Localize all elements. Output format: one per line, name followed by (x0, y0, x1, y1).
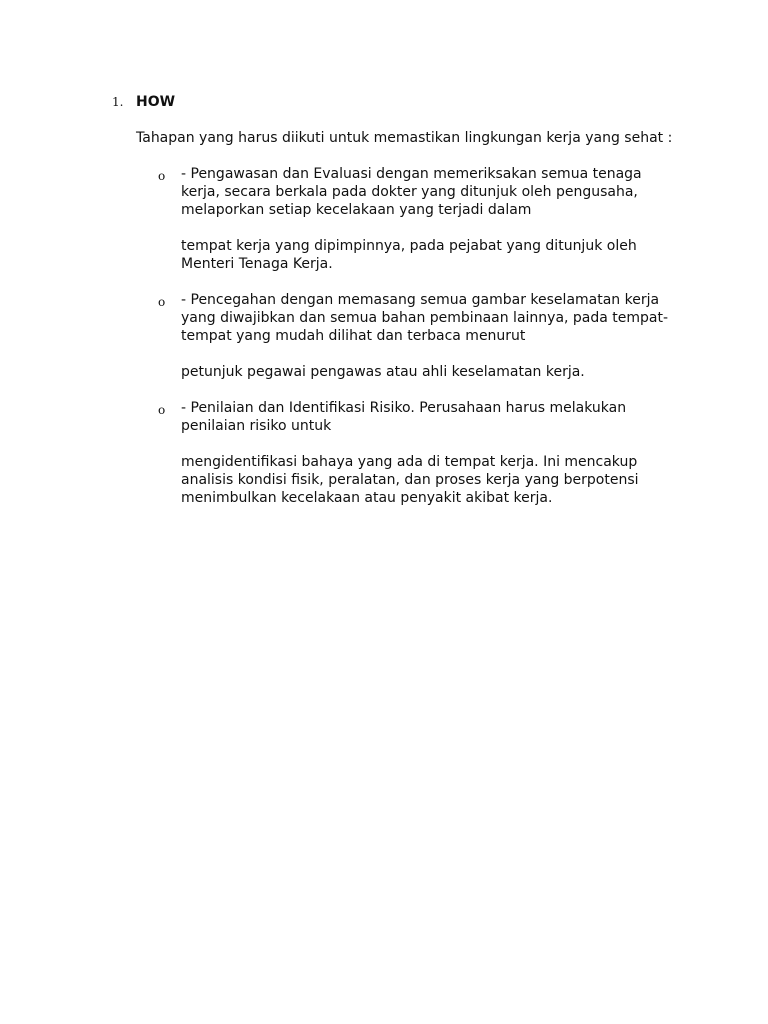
bullet-paragraph: - Pengawasan dan Evaluasi dengan memeriksakan semua tenaga kerja, secara berkala pada dokter yang ditunjuk oleh pengusaha, melaporkan setiap kecelakaan yang terjadi dalam (181, 166, 642, 218)
bullet-paragraph: tempat kerja yang dipimpinnya, pada pejabat yang ditunjuk oleh Menteri Tenaga Kerja. (181, 238, 637, 272)
list-item-body (136, 93, 692, 525)
bullet-text (181, 399, 681, 507)
bullet-marker: o (158, 169, 166, 183)
bullet-marker: o (158, 295, 166, 309)
bullet-marker: o (158, 403, 166, 417)
intro-paragraph: Tahapan yang harus diikuti untuk memastikan lingkungan kerja yang sehat : (136, 130, 673, 146)
bullet-paragraph: petunjuk pegawai pengawas atau ahli keselamatan kerja. (181, 364, 585, 380)
list-number: 1. (112, 95, 124, 109)
bullet-paragraph: - Pencegahan dengan memasang semua gambar keselamatan kerja yang diwajibkan dan semua bahan pembinaan lainnya, pada tempat-tempat yang mudah dilihat dan terbaca menurut (181, 292, 669, 344)
bullet-item (136, 399, 692, 507)
bullet-text (181, 291, 681, 381)
bullet-item (136, 165, 692, 273)
bullet-text (181, 165, 681, 273)
bullet-list (136, 165, 692, 507)
bullet-item (136, 291, 692, 381)
bullet-paragraph: mengidentifikasi bahaya yang ada di tempat kerja. Ini mencakup analisis kondisi fisik, peralatan, dan proses kerja yang berpotensi menimbulkan kecelakaan atau penyakit akibat kerja. (181, 454, 639, 506)
bullet-paragraph: - Penilaian dan Identifikasi Risiko. Perusahaan harus melakukan penilaian risiko untuk (181, 400, 627, 434)
section-heading: HOW (136, 94, 176, 110)
